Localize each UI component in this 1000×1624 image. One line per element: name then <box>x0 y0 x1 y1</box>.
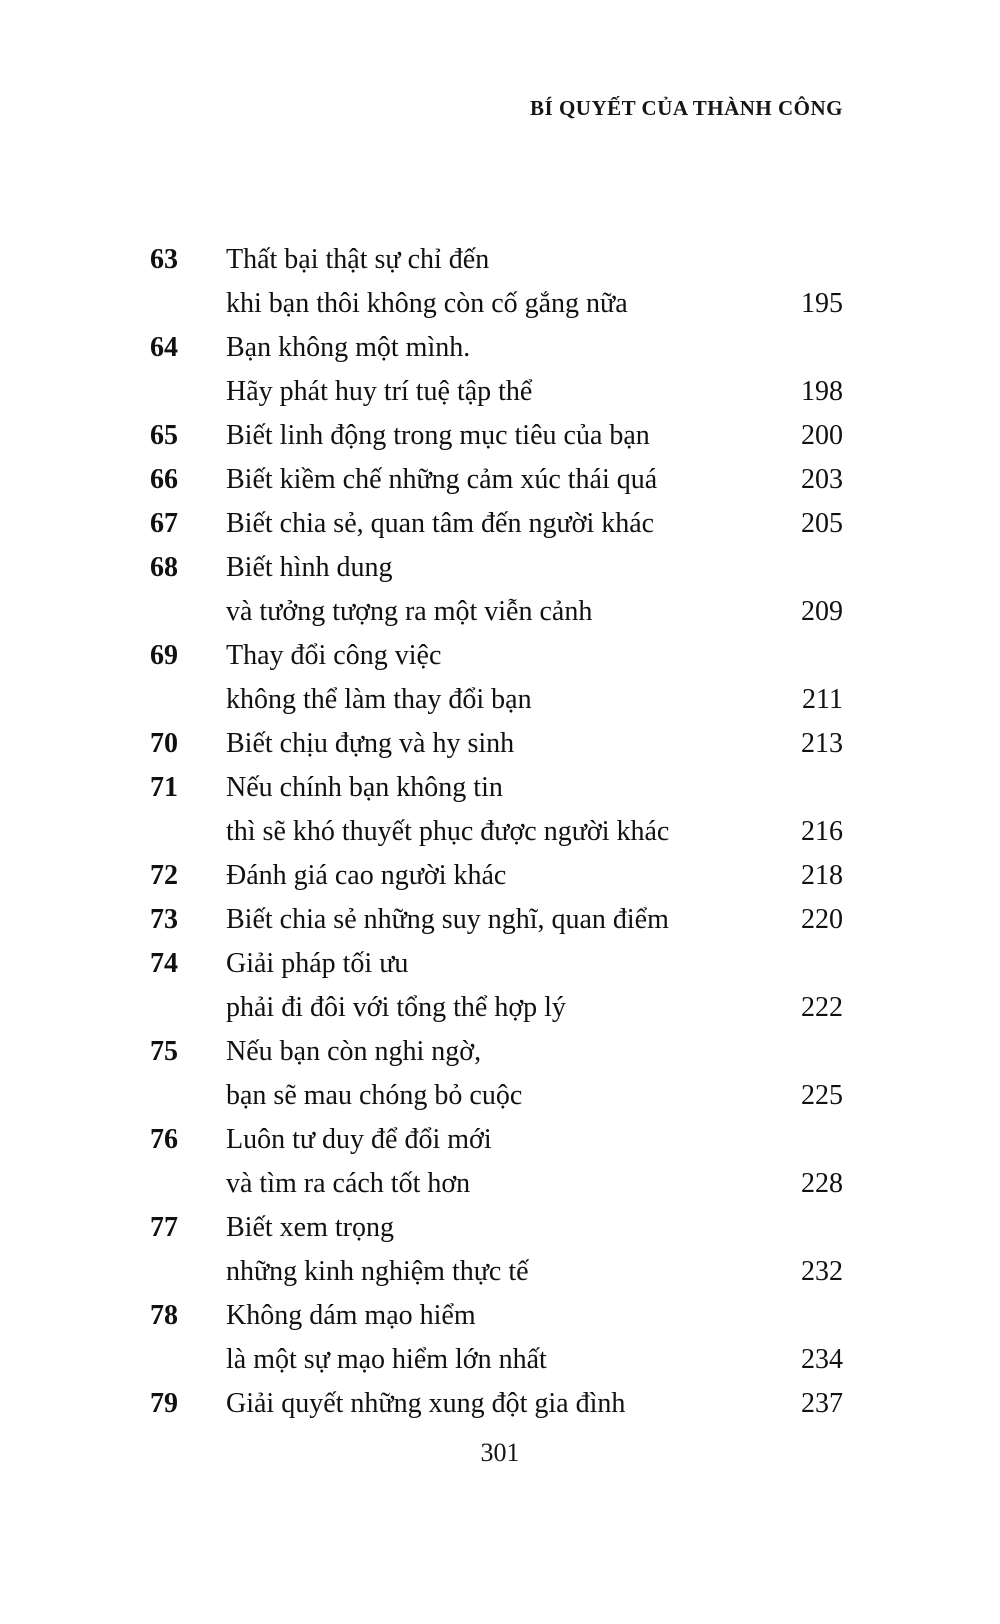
entry-number: 76 <box>150 1124 178 1155</box>
toc-line <box>150 502 843 546</box>
entry-title-line: những kinh nghiệm thực tế <box>226 1256 529 1287</box>
entry-page-number: 222 <box>801 992 843 1023</box>
entry-title-line: thì sẽ khó thuyết phục được người khác <box>226 816 670 847</box>
entry-title-line: là một sự mạo hiểm lớn nhất <box>226 1344 547 1375</box>
entry-page-number: 209 <box>801 596 843 627</box>
folio-page-number: 301 <box>480 1438 520 1467</box>
entry-title-line: Nếu chính bạn không tin <box>226 772 503 803</box>
entry-title-line: Đánh giá cao người khác <box>226 860 507 891</box>
entry-title-line: và tìm ra cách tốt hơn <box>226 1168 471 1199</box>
entry-title-line: Thay đổi công việc <box>226 640 442 671</box>
entry-number: 71 <box>150 772 178 803</box>
toc-line <box>150 854 843 898</box>
entry-title-line: Giải quyết những xung đột gia đình <box>226 1388 626 1419</box>
entry-number: 78 <box>150 1300 178 1331</box>
toc-line <box>150 1118 843 1162</box>
toc-line <box>150 282 843 326</box>
entry-number: 74 <box>150 948 178 979</box>
entry-number: 72 <box>150 860 178 891</box>
toc-line <box>150 810 843 854</box>
entry-title-line: Biết chia sẻ những suy nghĩ, quan điểm <box>226 904 669 935</box>
entry-title-line: Thất bại thật sự chỉ đến <box>226 244 490 275</box>
toc-line <box>150 1074 843 1118</box>
entry-number: 77 <box>150 1212 178 1243</box>
entry-page-number: 211 <box>802 684 843 715</box>
toc-line <box>150 458 843 502</box>
toc-line <box>150 546 843 590</box>
entry-number: 73 <box>150 904 178 935</box>
toc-line <box>150 1382 843 1426</box>
entry-title-line: Biết xem trọng <box>226 1212 394 1243</box>
entry-page-number: 228 <box>801 1168 843 1199</box>
entry-title-line: Biết chịu đựng và hy sinh <box>226 728 515 759</box>
toc-line <box>150 326 843 370</box>
toc-line <box>150 898 843 942</box>
entry-page-number: 225 <box>801 1080 843 1111</box>
entry-number: 67 <box>150 508 178 539</box>
entry-title-line: Biết linh động trong mục tiêu của bạn <box>226 420 650 451</box>
toc-line <box>150 590 843 634</box>
toc-line <box>150 678 843 722</box>
running-head-title: BÍ QUYẾT CỦA THÀNH CÔNG <box>530 96 843 120</box>
entry-title-line: Biết hình dung <box>226 552 393 583</box>
entry-title-line: Biết kiềm chế những cảm xúc thái quá <box>226 464 658 495</box>
entry-number: 75 <box>150 1036 178 1067</box>
entry-page-number: 220 <box>801 904 843 935</box>
entry-title-line: Luôn tư duy để đổi mới <box>226 1124 492 1155</box>
entry-number: 69 <box>150 640 178 671</box>
toc-line <box>150 414 843 458</box>
entry-number: 79 <box>150 1388 178 1419</box>
toc-line <box>150 634 843 678</box>
entry-page-number: 195 <box>801 288 843 319</box>
entry-page-number: 216 <box>801 816 843 847</box>
entry-title-line: phải đi đôi với tổng thể hợp lý <box>226 992 566 1023</box>
entry-page-number: 237 <box>801 1388 843 1419</box>
entry-page-number: 218 <box>801 860 843 891</box>
entry-number: 64 <box>150 332 178 363</box>
toc-line <box>150 722 843 766</box>
toc-line <box>150 766 843 810</box>
entry-page-number: 234 <box>801 1344 843 1375</box>
toc-line <box>150 942 843 986</box>
entry-title-line: Biết chia sẻ, quan tâm đến người khác <box>226 508 655 539</box>
entry-title-line: Không dám mạo hiểm <box>226 1300 476 1331</box>
entry-number: 70 <box>150 728 178 759</box>
entry-title-line: Nếu bạn còn nghi ngờ, <box>226 1036 482 1067</box>
entry-number: 68 <box>150 552 178 583</box>
entry-title-line: và tưởng tượng ra một viễn cảnh <box>226 596 593 627</box>
entry-number: 63 <box>150 244 178 275</box>
toc-line <box>150 1030 843 1074</box>
entry-number: 66 <box>150 464 178 495</box>
entry-title-line: Hãy phát huy trí tuệ tập thể <box>226 376 533 407</box>
toc-line <box>150 1206 843 1250</box>
toc-line <box>150 238 843 282</box>
entry-number: 65 <box>150 420 178 451</box>
entry-page-number: 200 <box>801 420 843 451</box>
entry-title-line: bạn sẽ mau chóng bỏ cuộc <box>226 1080 523 1111</box>
entry-title-line: Giải pháp tối ưu <box>226 948 409 979</box>
entry-title-line: khi bạn thôi không còn cố gắng nữa <box>226 288 628 319</box>
toc-line <box>150 1162 843 1206</box>
entry-page-number: 205 <box>801 508 843 539</box>
toc-line <box>150 986 843 1030</box>
toc-line <box>150 1250 843 1294</box>
toc-list <box>150 238 843 1426</box>
entry-page-number: 213 <box>801 728 843 759</box>
entry-page-number: 232 <box>801 1256 843 1287</box>
toc-line <box>150 1338 843 1382</box>
entry-title-line: không thể làm thay đổi bạn <box>226 684 532 715</box>
entry-page-number: 203 <box>801 464 843 495</box>
entry-page-number: 198 <box>801 376 843 407</box>
toc-line <box>150 370 843 414</box>
toc-line <box>150 1294 843 1338</box>
entry-title-line: Bạn không một mình. <box>226 332 471 363</box>
